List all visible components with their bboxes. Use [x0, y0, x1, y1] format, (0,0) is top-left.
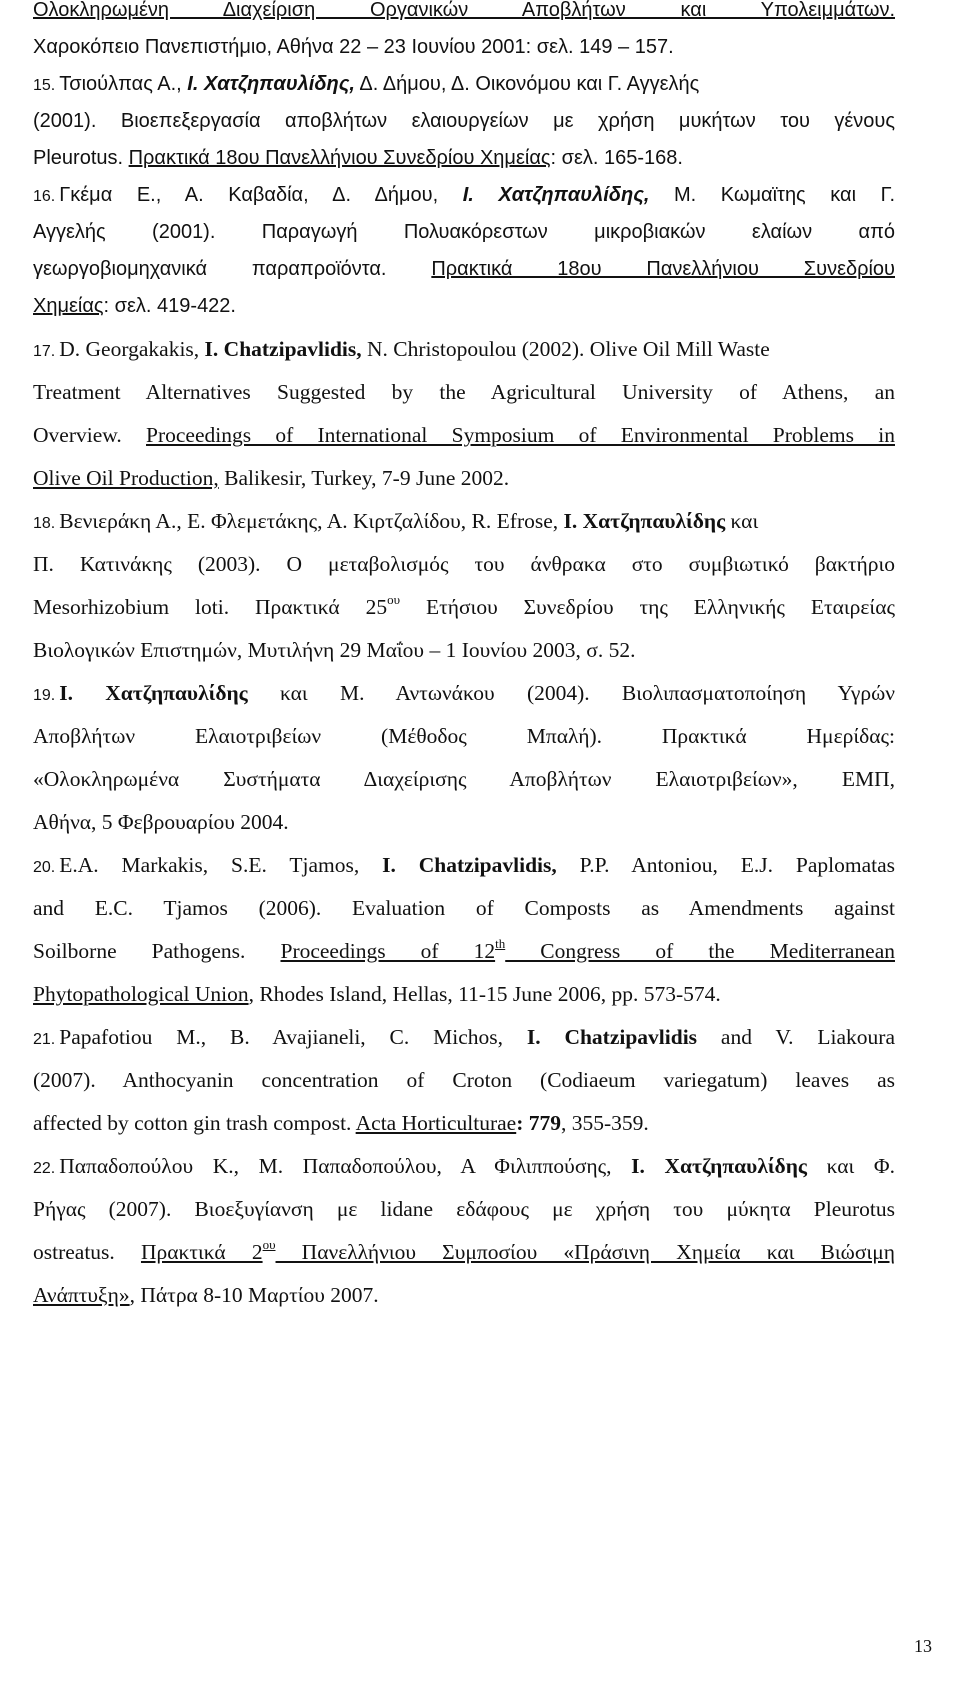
ref22-line1 — [33, 1148, 895, 1185]
ref17-line2: Treatment Alternatives Suggested by the Agricultural University of Athens, an — [33, 380, 895, 404]
ref20-line4 — [33, 976, 895, 1013]
ref22-highlight-author: Ι. Χατζηπαυλίδης — [631, 1154, 807, 1178]
ref21-pages: , 355-359. — [561, 1111, 649, 1135]
ref17-line3 — [33, 417, 895, 454]
ref22-venue: , Πάτρα 8-10 Μαρτίου 2007. — [129, 1283, 379, 1307]
ref18-authors: Βενιεράκη Α., Ε. Φλεμετάκης, Α. Κιρτζαλίδου, R. Efrose, — [59, 509, 564, 533]
ref22-authors: Παπαδοπούλου Κ., Μ. Παπαδοπούλου, Α Φιλιππούσης, — [59, 1154, 632, 1178]
ref18-highlight-author: Ι. Χατζηπαυλίδης — [563, 509, 726, 533]
ref15-line3 — [33, 140, 895, 177]
ref15-proceedings: Πρακτικά 18ου Πανελλήνιου Συνεδρίου Χημείας — [128, 147, 551, 169]
ref17-venue: Balikesir, Turkey, 7-9 June 2002. — [218, 466, 510, 490]
ref16-line2: Αγγελής (2001). Παραγωγή Πολυακόρεστων μικροβιακών ελαίων από — [33, 221, 895, 243]
ref22-line3-a: ostreatus. — [33, 1240, 141, 1264]
ref15-number: 15. — [33, 77, 56, 94]
ref16-highlight-author: Ι. Χατζηπαυλίδης, — [462, 184, 650, 206]
ref20-highlight-author: I. Chatzipavlidis, — [382, 853, 557, 877]
ref15-highlight-author: Ι. Χατζηπαυλίδης, — [187, 73, 355, 95]
ref22-superscript: ου — [262, 1236, 276, 1252]
ref20-proceedings-end: Phytopathological Union — [33, 982, 249, 1006]
ref22-line3 — [33, 1234, 895, 1271]
ref19-authors2: και Μ. Αντωνάκου (2004). Βιολιπασματοποίηση Υγρών — [247, 681, 895, 705]
page-number: 13 — [914, 1636, 932, 1656]
ref20-venue: , Rhodes Island, Hellas, 11-15 June 2006, pp. 573-574. — [248, 982, 721, 1006]
ref22-line2: Ρήγας (2007). Βιοεξυγίανση με lidane εδάφους με χρήση του μύκητα Pleurotus — [33, 1197, 895, 1221]
ref22-proceedings-end: Ανάπτυξη» — [33, 1283, 130, 1307]
ref16-number: 16. — [33, 188, 56, 205]
ref17-line4 — [33, 460, 895, 497]
ref17-line1 — [33, 331, 895, 368]
ref19-number: 19. — [33, 687, 56, 704]
ref17-proceedings: Proceedings of International Symposium of Environmental Problems in — [146, 423, 895, 447]
ref19-highlight-author: Ι. Χατζηπαυλίδης — [59, 681, 248, 705]
ref17-number: 17. — [33, 343, 56, 360]
ref21-volume: : 779 — [516, 1111, 562, 1135]
ref18-line3-b: Ετήσιου Συνεδρίου της Ελληνικής Εταιρείας — [400, 595, 895, 619]
ref15-genus: Pleurotus. — [33, 147, 129, 169]
ref22-authors2: και Φ. — [807, 1154, 895, 1178]
document-page — [33, 0, 895, 1314]
ref17-authors2: N. Christopoulou (2002). Olive Oil Mill Waste — [361, 337, 770, 361]
ref22-proceedings: Πρακτικά 2 — [140, 1240, 263, 1264]
ref16-proceedings-end: Χημείας — [33, 295, 104, 317]
ref18-authors2: και — [725, 509, 759, 533]
ref22-number: 22. — [33, 1160, 56, 1177]
ref15-authors: Τσιούλπας Α., — [59, 73, 188, 95]
ref20-line1 — [33, 847, 895, 884]
ref15-line2: (2001). Βιοεπεξεργασία αποβλήτων ελαιουργείων με χρήση μυκήτων του γένους — [33, 110, 895, 132]
ref18-line2: Π. Κατινάκης (2003). Ο μεταβολισμός του άνθρακα στο συμβιωτικό βακτήριο — [33, 552, 895, 576]
ref14-line1: Ολοκληρωμένη Διαχείριση Οργανικών Αποβλήτων και Υπολειμμάτων. — [33, 0, 895, 21]
ref21-line3 — [33, 1105, 895, 1142]
ref18-number: 18. — [33, 515, 56, 532]
ref21-number: 21. — [33, 1031, 56, 1048]
ref18-line1 — [33, 503, 895, 540]
ref18-superscript: ου — [387, 591, 401, 607]
ref17-highlight-author: I. Chatzipavlidis, — [204, 337, 362, 361]
ref21-journal: Acta Horticulturae — [355, 1111, 517, 1135]
ref16-proceedings: Πρακτικά 18ου Πανελλήνιου Συνεδρίου — [431, 258, 895, 280]
ref21-authors2: and V. Liakoura — [697, 1025, 896, 1049]
ref17-authors: D. Georgakakis, — [59, 337, 205, 361]
ref21-line2: (2007). Anthocyanin concentration of Croton (Codiaeum variegatum) leaves as — [33, 1068, 895, 1092]
ref18-line4: Βιολογικών Επιστημών, Μυτιλήνη 29 Μαΐου – 1 Ιουνίου 2003, σ. 52. — [33, 638, 636, 662]
ref14-line2: Χαροκόπειο Πανεπιστήμιο, Αθήνα 22 – 23 Ιουνίου 2001: σελ. 149 – 157. — [33, 36, 674, 58]
ref21-line3-a: affected by cotton gin trash compost. — [33, 1111, 356, 1135]
ref16-line3 — [33, 251, 895, 288]
ref18-line3-a: Mesorhizobium loti. Πρακτικά 25 — [33, 595, 388, 619]
ref20-superscript: th — [495, 935, 506, 951]
ref16-line4 — [33, 288, 895, 325]
ref20-line3-a: Soilborne Pathogens. — [33, 939, 281, 963]
ref20-authors2: P.P. Antoniou, E.J. Paplomatas — [556, 853, 895, 877]
ref20-proceedings-2: Congress of the Mediterranean — [505, 939, 895, 963]
ref16-pages: : σελ. 419-422. — [103, 295, 236, 317]
ref17-proceedings-end: Olive Oil Production, — [33, 466, 219, 490]
ref19-line4: Αθήνα, 5 Φεβρουαρίου 2004. — [33, 810, 289, 834]
ref19-line2: Αποβλήτων Ελαιοτριβείων (Μέθοδος Μπαλή). Πρακτικά Ημερίδας: — [33, 724, 895, 748]
ref22-proceedings-2: Πανελλήνιου Συμποσίου «Πράσινη Χημεία και Βιώσιμη — [275, 1240, 895, 1264]
ref19-line3: «Ολοκληρωμένα Συστήματα Διαχείρισης Αποβλήτων Ελαιοτριβείων», ΕΜΠ, — [33, 767, 895, 791]
ref20-line3 — [33, 933, 895, 970]
ref19-line1 — [33, 675, 895, 712]
ref20-line2: and E.C. Tjamos (2006). Evaluation of Composts as Amendments against — [33, 896, 895, 920]
ref16-authors: Γκέμα Ε., Α. Καβαδία, Δ. Δήμου, — [59, 184, 463, 206]
ref15-pages: : σελ. 165-168. — [550, 147, 683, 169]
ref20-number: 20. — [33, 859, 56, 876]
ref16-authors2: Μ. Κωμαϊτης και Γ. — [649, 184, 895, 206]
ref20-authors: E.A. Markakis, S.E. Tjamos, — [59, 853, 383, 877]
ref20-proceedings: Proceedings of 12 — [280, 939, 496, 963]
ref16-title-end: γεωργοβιομηχανικά παραπροϊόντα. — [33, 258, 432, 280]
ref21-highlight-author: I. Chatzipavlidis — [526, 1025, 698, 1049]
ref16-line1 — [33, 177, 895, 214]
ref22-line4 — [33, 1277, 895, 1314]
ref17-overview: Overview. — [33, 423, 147, 447]
ref15-authors2: Δ. Δήμου, Δ. Οικονόμου και Γ. Αγγελής — [354, 73, 700, 95]
ref15-line1 — [33, 66, 895, 103]
ref21-authors: Papafotiou M., B. Avajianeli, C. Michos, — [59, 1025, 527, 1049]
ref18-line3 — [33, 589, 895, 626]
ref21-line1 — [33, 1019, 895, 1056]
